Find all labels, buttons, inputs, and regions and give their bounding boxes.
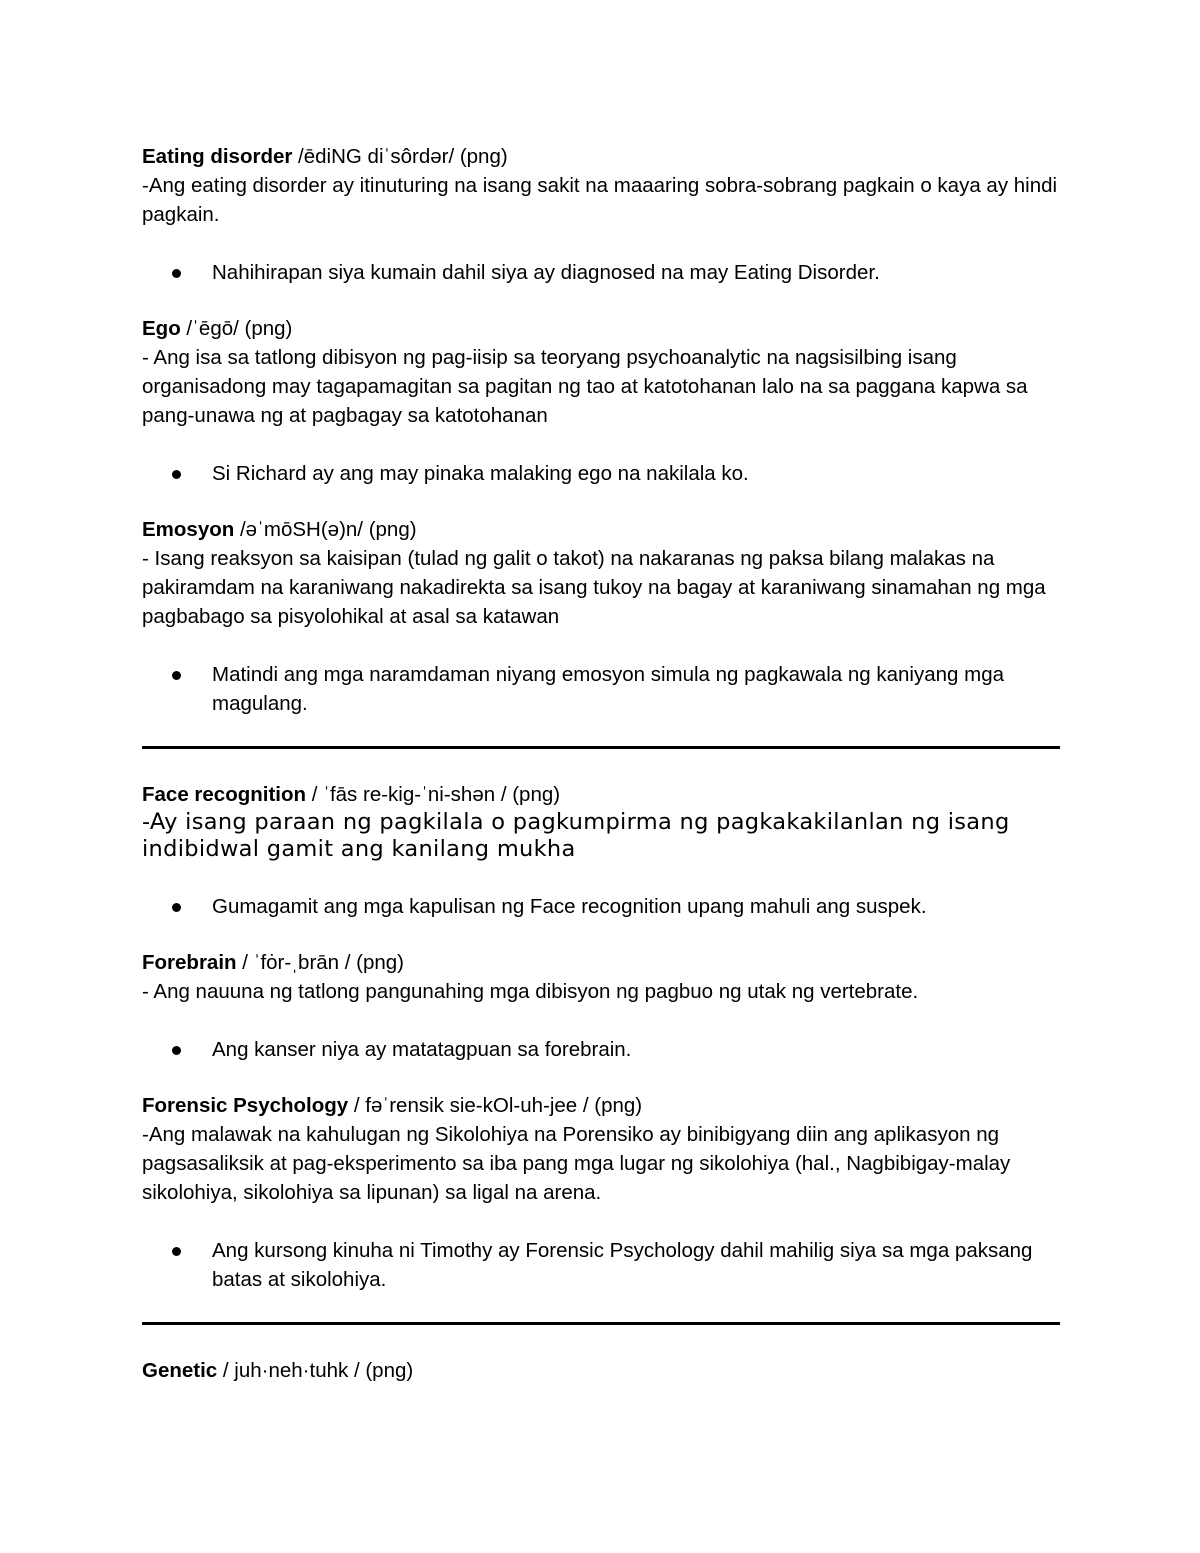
entry-definition: - Ang isa sa tatlong dibisyon ng pag-iisip sa teoryang psychoanalytic na nagsisilbing isang organisadong may tagapamagitan sa pagitan ng tao at katotohanan lalo na sa paggana kapwa sa pang-unawa ng at pagbagay sa katotohanan: [142, 346, 1028, 427]
entry-headline: [142, 515, 1060, 544]
entry-pronunciation: /ēdiNG diˈsôrdər/ (png): [292, 145, 508, 168]
entry-emosyon: [142, 515, 1060, 718]
entry-term: Forensic Psychology: [142, 1094, 349, 1117]
entry-headline: [142, 1356, 1060, 1385]
entry-eating-disorder: [142, 142, 1060, 287]
bullet-icon: [172, 1046, 181, 1055]
entry-headline: [142, 142, 1060, 171]
entry-headline: [142, 314, 1060, 343]
entry-pronunciation: / juh·neh·tuhk / (png): [217, 1359, 414, 1382]
entry-pronunciation: /əˈmōSH(ə)n/ (png): [234, 518, 417, 541]
bullet-icon: [172, 671, 181, 680]
entry-forebrain: [142, 948, 1060, 1064]
example-item: [142, 1035, 1060, 1064]
example-list: [142, 892, 1060, 921]
entry-definition: -Ang eating disorder ay itinuturing na isang sakit na maaaring sobra-sobrang pagkain o kaya ay hindi pagkain.: [142, 174, 1058, 226]
example-text: Matindi ang mga naramdaman niyang emosyon simula ng pagkawala ng kaniyang mga magulang.: [212, 663, 1004, 715]
entry-term: Face recognition: [142, 783, 307, 806]
example-list: [142, 660, 1060, 718]
entry-term: Forebrain: [142, 951, 237, 974]
example-list: [142, 1035, 1060, 1064]
example-text: Ang kursong kinuha ni Timothy ay Forensic Psychology dahil mahilig siya sa mga paksang batas at sikolohiya.: [212, 1239, 1033, 1291]
entry-definition: - Isang reaksyon sa kaisipan (tulad ng galit o takot) na nakaranas ng paksa bilang malakas na pakiramdam na karaniwang nakadirekta sa isang tukoy na bagay at karaniwang sinamahan ng mga pagbabago sa pisyolohikal at asal sa katawan: [142, 547, 1046, 628]
entry-pronunciation: /ˈēgō/ (png): [180, 317, 293, 340]
entry-definition: -Ang malawak na kahulugan ng Sikolohiya na Porensiko ay binibigyang diin ang aplikasyon ng pagsasaliksik at pag-eksperimento sa iba pang mga lugar ng sikolohiya (hal., Nagbibigay-malay sikolohiya, sikolohiya sa lipunan) sa ligal na arena.: [142, 1123, 1011, 1204]
example-list: [142, 459, 1060, 488]
example-item: [142, 660, 1060, 718]
entry-headline: [142, 1091, 1060, 1120]
document-page: [142, 142, 1060, 1385]
entry-headline: [142, 948, 1060, 977]
example-item: [142, 1236, 1060, 1294]
example-text: Ang kanser niya ay matatagpuan sa forebrain.: [212, 1038, 632, 1061]
entry-term: Eating disorder: [142, 145, 293, 168]
section-divider: [142, 746, 1060, 749]
section-divider: [142, 1322, 1060, 1325]
entry-definition: -Ay isang paraan ng pagkilala o pagkumpirma ng pagkakakilanlan ng isang indibidwal gamit ang kanilang mukha: [142, 809, 1010, 862]
entry-pronunciation: / ˈfās re-kig-ˈni-shən / (png): [306, 783, 561, 806]
bullet-icon: [172, 1247, 181, 1256]
entry-genetic: [142, 1356, 1060, 1385]
section-e: [142, 142, 1060, 718]
bullet-icon: [172, 269, 181, 278]
entry-term: Emosyon: [142, 518, 235, 541]
entry-ego: [142, 314, 1060, 488]
example-text: Si Richard ay ang may pinaka malaking ego na nakilala ko.: [212, 462, 749, 485]
entry-term: Genetic: [142, 1359, 218, 1382]
example-text: Gumagamit ang mga kapulisan ng Face recognition upang mahuli ang suspek.: [212, 895, 927, 918]
entry-pronunciation: / fəˈrensik sie-kOl-uh-jee / (png): [348, 1094, 643, 1117]
example-list: [142, 1236, 1060, 1294]
example-item: [142, 459, 1060, 488]
example-text: Nahihirapan siya kumain dahil siya ay diagnosed na may Eating Disorder.: [212, 261, 880, 284]
entry-pronunciation: / ˈfȯr-ˌbrān / (png): [236, 951, 405, 974]
example-item: [142, 258, 1060, 287]
entry-face-recognition: [142, 780, 1060, 921]
entry-term: Ego: [142, 317, 181, 340]
bullet-icon: [172, 903, 181, 912]
entry-forensic-psychology: [142, 1091, 1060, 1294]
entry-headline: [142, 780, 1060, 809]
example-item: [142, 892, 1060, 921]
example-list: [142, 258, 1060, 287]
bullet-icon: [172, 470, 181, 479]
section-g: [142, 1356, 1060, 1385]
entry-definition: - Ang nauuna ng tatlong pangunahing mga dibisyon ng pagbuo ng utak ng vertebrate.: [142, 980, 919, 1003]
section-f: [142, 780, 1060, 1294]
